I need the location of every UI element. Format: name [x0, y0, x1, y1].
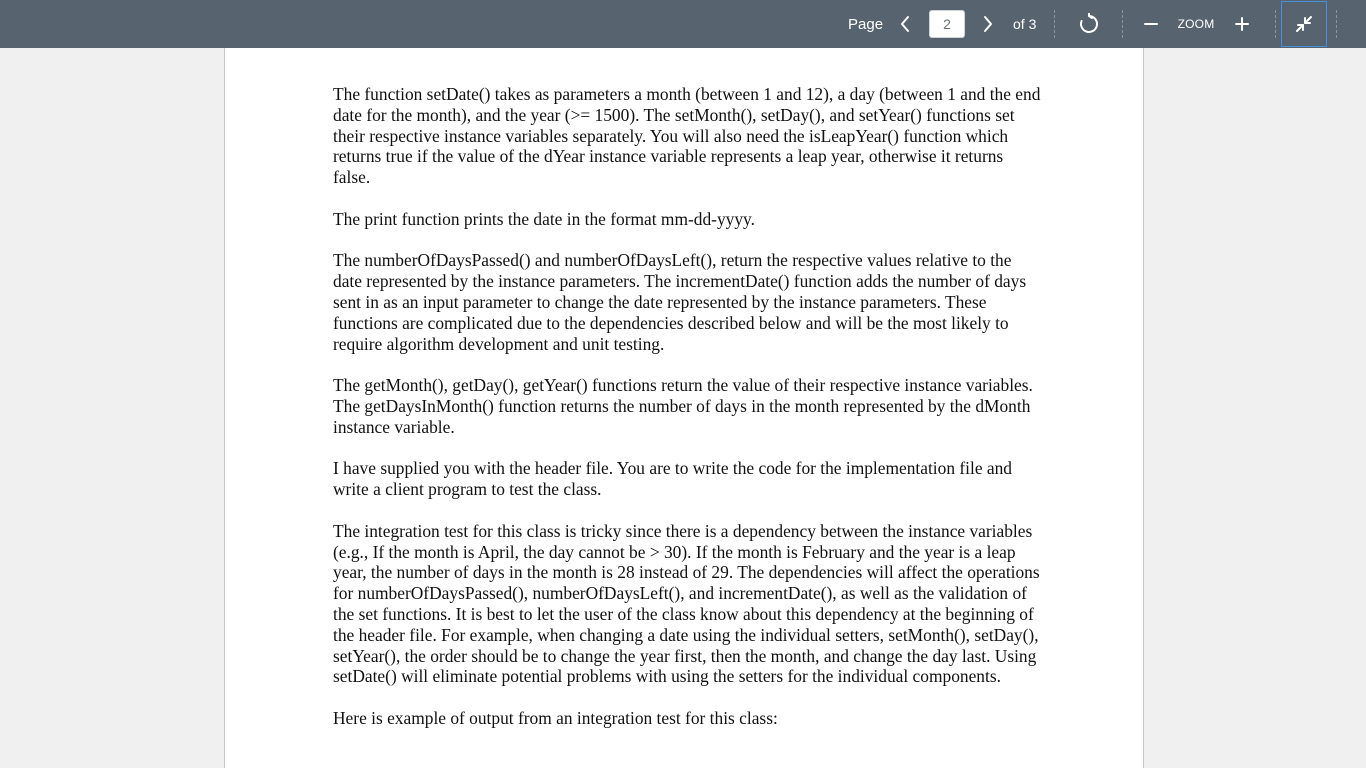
toolbar-divider	[1275, 10, 1276, 38]
zoom-in-button[interactable]	[1228, 0, 1256, 48]
paragraph: The print function prints the date in the format mm-dd-yyyy.	[333, 208, 755, 229]
paragraph: Here is example of output from an integration test for this class:	[333, 707, 778, 728]
zoom-out-button[interactable]	[1138, 0, 1164, 48]
total-pages-label: of 3	[1013, 16, 1037, 32]
toolbar-divider	[1336, 10, 1337, 38]
paragraph: The getMonth(), getDay(), getYear() functions return the value of their respective instance variables. The getDaysInMonth() function returns the number of days in the month represented by the dMonth instance variable.	[333, 375, 1033, 437]
toolbar-divider	[1122, 10, 1123, 38]
pdf-toolbar	[0, 0, 1366, 48]
paragraph: I have supplied you with the header file. You are to write the code for the implementation file and write a client program to test the class.	[333, 458, 1012, 500]
paragraph: The integration test for this class is tricky since there is a dependency between the instance variables (e.g., If the month is April, the day cannot be > 30). If the month is February and the year is a leap year, the number of days in the month is 28 instead of 29. The dependencies will affect the operations for numberOfDaysPassed(), numberOfDaysLeft(), and incrementDate(), as well as the validation of the set functions. It is best to let the user of the class know about this dependency at the beginning of the header file. For example, when changing a date using the individual setters, setMonth(), setDay(), setYear(), the order should be to change the year first, then the month, and change the day last. Using setDate() will eliminate potential problems with using the setters for the individual components.	[333, 520, 1040, 687]
rotate-icon	[1078, 13, 1100, 35]
chevron-right-icon	[982, 15, 994, 33]
toolbar-divider	[1054, 10, 1055, 38]
document-page	[224, 48, 1144, 768]
previous-page-button[interactable]	[893, 0, 917, 48]
page-label: Page	[848, 15, 884, 33]
chevron-left-icon	[899, 15, 911, 33]
rotate-button[interactable]	[1074, 0, 1104, 48]
exit-fullscreen-button[interactable]	[1281, 1, 1327, 47]
page-text	[333, 84, 1043, 750]
minus-icon	[1143, 16, 1159, 32]
paragraph: The function setDate() takes as parameters a month (between 1 and 12), a day (between 1 and the end date for the month), and the year (>= 1500). The setMonth(), setDay(), and setYear() functions set their respective instance variables separately. You will also need the isLeapYear() function which returns true if the value of the dYear instance variable represents a leap year, otherwise it returns false.	[333, 84, 1041, 188]
collapse-icon	[1295, 15, 1313, 33]
next-page-button[interactable]	[976, 0, 1000, 48]
paragraph: The numberOfDaysPassed() and numberOfDaysLeft(), return the respective values relative to the date represented by the instance parameters. The incrementDate() function adds the number of days sent in as an input parameter to change the date represented by the instance parameters. These functions are complicated due to the dependencies described below and will be the most likely to require algorithm development and unit testing.	[333, 250, 1027, 354]
plus-icon	[1234, 16, 1250, 32]
zoom-label: ZOOM	[1177, 17, 1215, 31]
page-number-input[interactable]	[929, 10, 965, 38]
document-viewer[interactable]	[0, 48, 1366, 768]
